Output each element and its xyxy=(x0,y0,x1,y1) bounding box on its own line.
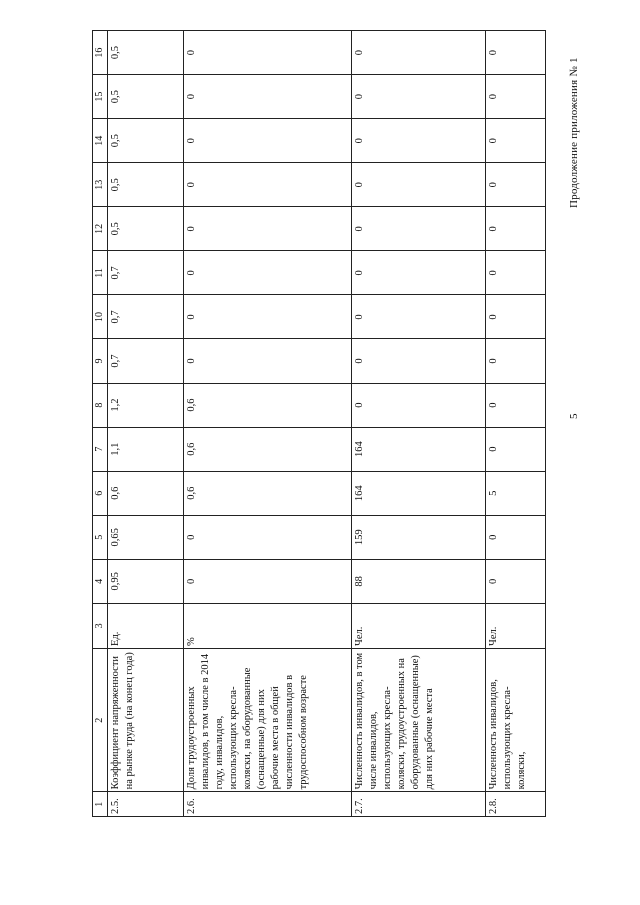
page-number: 5 xyxy=(568,413,580,419)
value-cell: 0,6 xyxy=(108,471,184,515)
indicator-name: Численность инвалидов, в том числе инвалидов, использующих кресла-коляски, трудоустроенных на оборудованные (оснащенные) для них рабочие места xyxy=(352,648,486,791)
value-cell: 0 xyxy=(352,163,486,207)
value-cell: 159 xyxy=(352,515,486,559)
value-cell: 0 xyxy=(486,427,546,471)
value-cell: 0,7 xyxy=(108,339,184,383)
value-cell: 0,95 xyxy=(108,559,184,603)
value-cell: 0 xyxy=(352,119,486,163)
row-number: 2.8. xyxy=(486,792,546,817)
row-number: 2.5. xyxy=(108,792,184,817)
col-num-14: 14 xyxy=(93,119,108,163)
value-cell: 0,7 xyxy=(108,251,184,295)
value-cell: 0 xyxy=(184,163,352,207)
value-cell: 0 xyxy=(352,31,486,75)
value-cell: 0 xyxy=(352,383,486,427)
value-cell: 0 xyxy=(184,31,352,75)
col-num-9: 9 xyxy=(93,339,108,383)
col-num-7: 7 xyxy=(93,427,108,471)
table-row xyxy=(108,31,184,817)
col-num-1: 1 xyxy=(93,792,108,817)
value-cell: 0 xyxy=(184,75,352,119)
value-cell: 0 xyxy=(486,75,546,119)
col-num-12: 12 xyxy=(93,207,108,251)
value-cell: 88 xyxy=(352,559,486,603)
value-cell: 0,5 xyxy=(108,119,184,163)
col-num-8: 8 xyxy=(93,383,108,427)
value-cell: 0,7 xyxy=(108,295,184,339)
table-row xyxy=(352,31,486,817)
value-cell: 0 xyxy=(486,251,546,295)
col-num-5: 5 xyxy=(93,515,108,559)
col-num-6: 6 xyxy=(93,471,108,515)
value-cell: 0 xyxy=(184,207,352,251)
unit-cell: % xyxy=(184,603,352,648)
value-cell: 0 xyxy=(184,339,352,383)
value-cell: 0 xyxy=(352,251,486,295)
value-cell: 1,1 xyxy=(108,427,184,471)
value-cell: 1,2 xyxy=(108,383,184,427)
indicator-name: Численность инвалидов, использующих кресла-коляски, xyxy=(486,648,546,791)
col-num-3: 3 xyxy=(93,603,108,648)
value-cell: 0,65 xyxy=(108,515,184,559)
value-cell: 0 xyxy=(486,559,546,603)
indicator-table xyxy=(92,30,546,817)
value-cell: 0,6 xyxy=(184,471,352,515)
unit-cell: Ед. xyxy=(108,603,184,648)
value-cell: 0 xyxy=(352,75,486,119)
col-num-16: 16 xyxy=(93,31,108,75)
value-cell: 0,5 xyxy=(108,75,184,119)
value-cell: 0,6 xyxy=(184,427,352,471)
value-cell: 0 xyxy=(352,295,486,339)
col-num-10: 10 xyxy=(93,295,108,339)
value-cell: 164 xyxy=(352,471,486,515)
value-cell: 0 xyxy=(486,119,546,163)
column-number-row xyxy=(93,31,108,817)
value-cell: 0 xyxy=(486,339,546,383)
value-cell: 0 xyxy=(486,515,546,559)
indicator-name: Коэффициент напряженности на рынке труда (на конец года) xyxy=(108,648,184,791)
value-cell: 0 xyxy=(184,119,352,163)
appendix-caption: Продолжение приложения № 1 xyxy=(568,57,580,208)
value-cell: 0 xyxy=(486,383,546,427)
table-row xyxy=(486,31,546,817)
value-cell: 0,6 xyxy=(184,383,352,427)
table-row xyxy=(184,31,352,817)
value-cell: 0 xyxy=(486,207,546,251)
value-cell: 0,5 xyxy=(108,163,184,207)
unit-cell: Чел. xyxy=(352,603,486,648)
value-cell: 0,5 xyxy=(108,31,184,75)
value-cell: 0 xyxy=(486,295,546,339)
value-cell: 0 xyxy=(486,31,546,75)
col-num-15: 15 xyxy=(93,75,108,119)
value-cell: 0,5 xyxy=(108,207,184,251)
value-cell: 0 xyxy=(184,295,352,339)
value-cell: 164 xyxy=(352,427,486,471)
col-num-13: 13 xyxy=(93,163,108,207)
value-cell: 0 xyxy=(352,339,486,383)
col-num-11: 11 xyxy=(93,251,108,295)
row-number: 2.7. xyxy=(352,792,486,817)
unit-cell: Чел. xyxy=(486,603,546,648)
value-cell: 0 xyxy=(184,251,352,295)
value-cell: 5 xyxy=(486,471,546,515)
value-cell: 0 xyxy=(184,515,352,559)
value-cell: 0 xyxy=(352,207,486,251)
col-num-2: 2 xyxy=(93,648,108,791)
col-num-4: 4 xyxy=(93,559,108,603)
value-cell: 0 xyxy=(184,559,352,603)
row-number: 2.6. xyxy=(184,792,352,817)
indicator-name: Доля трудоустроенных инвалидов, в том числе в 2014 году, инвалидов, использующих кресла-коляски, на оборудованные (оснащенные) для них рабочие места в общей численности инвалидов в трудоспособном возрасте xyxy=(184,648,352,791)
value-cell: 0 xyxy=(486,163,546,207)
